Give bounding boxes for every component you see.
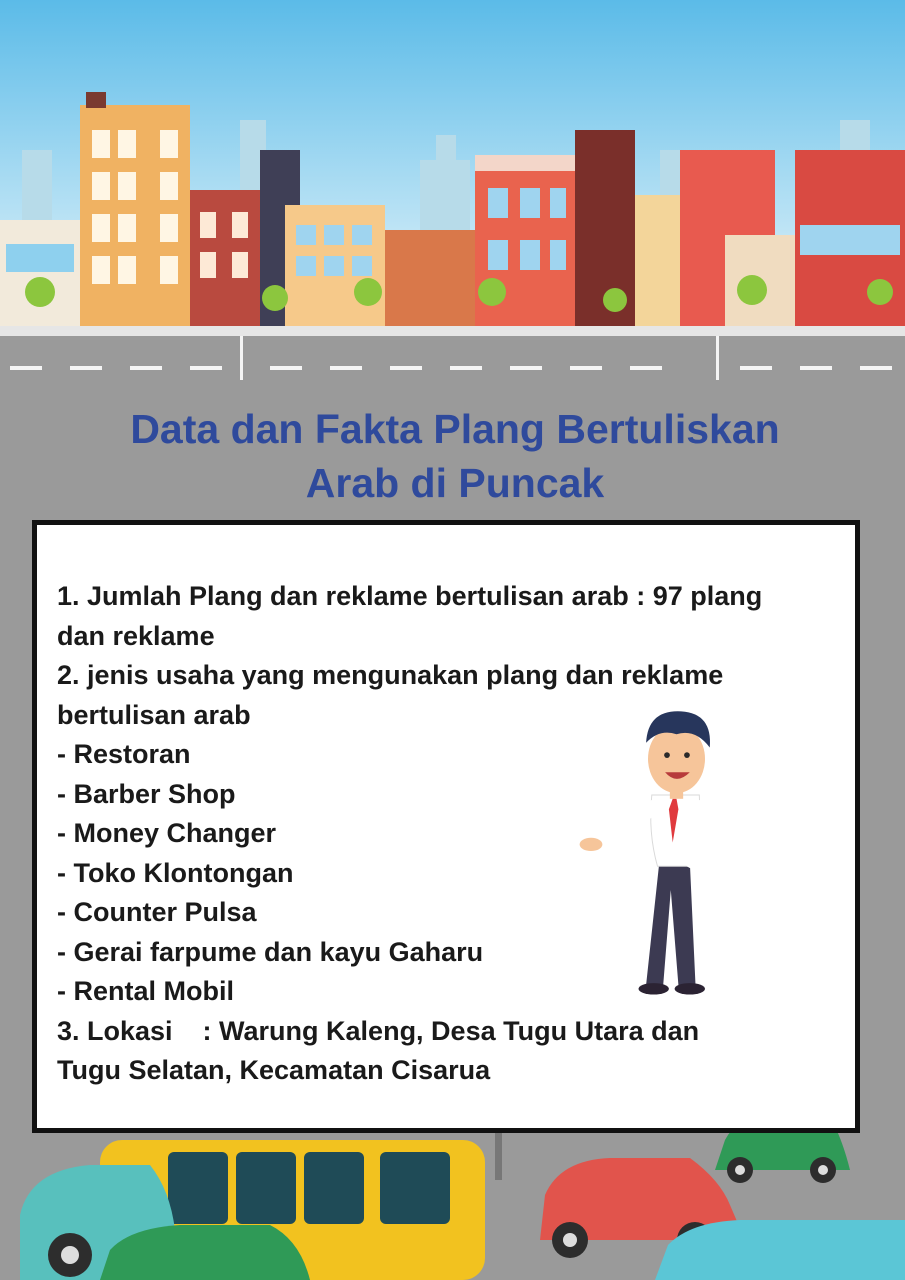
- fact-line: 2. jenis usaha yang mengunakan plang dan reklame: [57, 660, 724, 690]
- sidewalk: [0, 326, 905, 336]
- business-item: - Gerai farpume dan kayu Gaharu: [57, 936, 484, 967]
- business-item: - Toko Klontongan: [57, 857, 294, 888]
- fact-line: dan reklame: [57, 620, 215, 651]
- business-item: - Counter Pulsa: [57, 897, 257, 927]
- business-item: - Rental Mobil: [57, 976, 234, 1006]
- business-item: - Money Changer: [57, 818, 277, 848]
- info-board: [32, 520, 860, 1133]
- fact-line: Tugu Selatan, Kecamatan Cisarua: [57, 1055, 491, 1085]
- fact-line: 3. Lokasi : Warung Kaleng, Desa Tugu Utara dan: [57, 1015, 700, 1046]
- fact-line: 1. Jumlah Plang dan reklame bertulisan arab : 97 plang: [57, 581, 763, 611]
- blue-car: [655, 1220, 905, 1280]
- building: [385, 230, 475, 330]
- page-title: [40, 402, 870, 510]
- business-item: - Restoran: [57, 739, 191, 769]
- fact-line: bertulisan arab: [57, 699, 251, 730]
- presenter-man-illustration: [572, 697, 762, 1007]
- title-line-1: Data dan Fakta Plang Bertuliskan: [130, 406, 780, 452]
- building: [0, 220, 80, 330]
- title-line-2: Arab di Puncak: [305, 460, 605, 506]
- business-item: - Barber Shop: [57, 778, 236, 809]
